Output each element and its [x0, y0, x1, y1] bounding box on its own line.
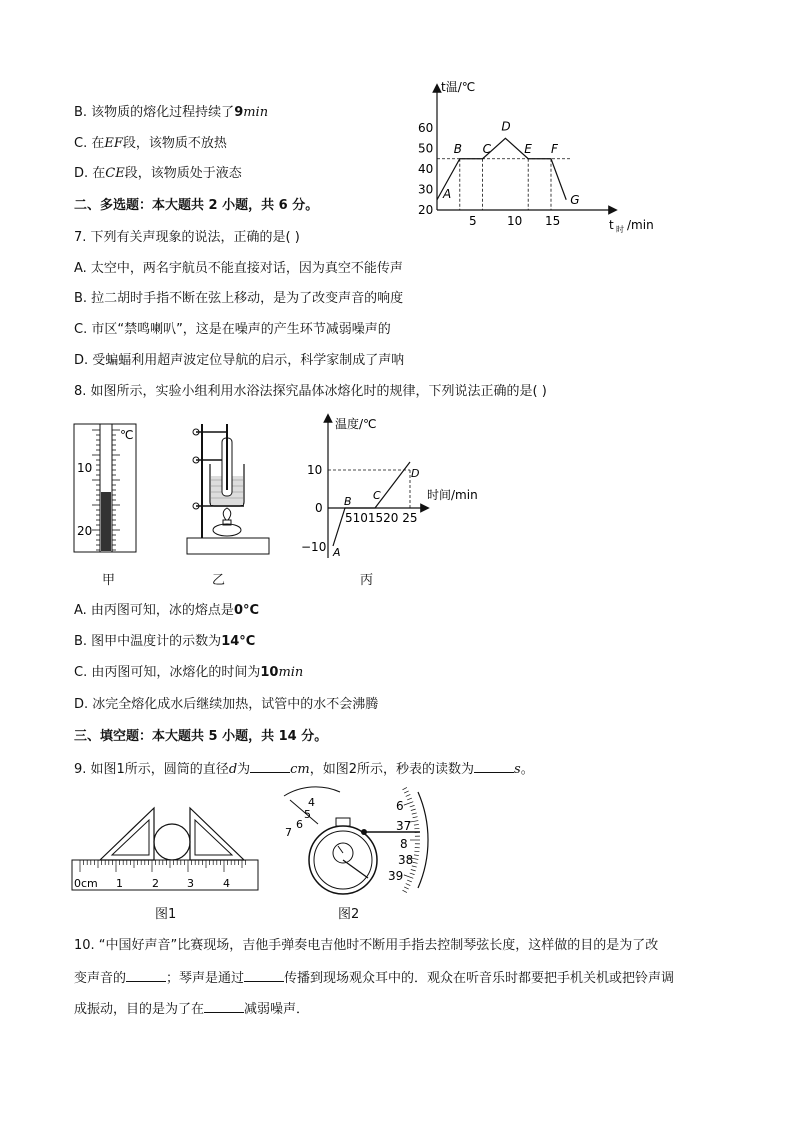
bing-point-d: D: [411, 467, 420, 480]
ice-melting-graph: [295, 410, 495, 570]
big-dial-tick: [406, 884, 411, 886]
thermometer-tick-10: 10: [77, 461, 93, 475]
ruler-label-3: 3: [187, 877, 194, 890]
y-tick-60: 60: [418, 121, 434, 135]
q7-option-a: A. 太空中，两名宇航员不能直接对话，因为真空不能传声: [74, 261, 403, 276]
ruler-label-2: 2: [152, 877, 159, 890]
big-dial-tick: [413, 817, 418, 818]
point-label-a: A: [443, 186, 452, 201]
water-bath-apparatus: [182, 420, 272, 560]
ruler-label-1: 1: [116, 877, 123, 890]
stopwatch-figure: [278, 788, 448, 908]
melting-graph: [415, 80, 655, 240]
q10-line-2: 变声音的 ；琴声是通过 传播到现场观众耳中的．观众在听音乐时都要把手机关机或把铃声调: [74, 968, 674, 988]
big-dial-tick: [410, 805, 415, 807]
ruler-label-4: 4: [223, 877, 230, 890]
bing-ytick-10: 10: [307, 463, 323, 477]
q8-stem: 8. 如图所示，实验小组利用水浴法探究晶体冰熔化时的规律，下列说法正确的是( ): [74, 384, 547, 399]
point-label-e: E: [524, 141, 532, 156]
y-tick-20: 20: [418, 203, 434, 217]
big-dial-tick: [404, 887, 408, 889]
big-dial-tick: [414, 851, 419, 852]
q7-option-c: C. 市区“禁鸣喇叭”，这是在噪声的产生环节减弱噪声的: [74, 322, 391, 337]
thermometer-unit: ℃: [120, 428, 134, 442]
small-dial-4: 4: [308, 796, 315, 809]
q8-option-d: D. 冰完全熔化成水后继续加热，试管中的水不会沸腾: [74, 697, 379, 712]
y-axis-label: t温/℃: [441, 80, 476, 94]
x-axis-label-t: t: [609, 218, 614, 232]
q8-option-a: A. 由丙图可知，冰的熔点是0°C: [74, 603, 260, 618]
q8-option-c: C. 由丙图可知，冰熔化的时间为10min: [74, 665, 304, 680]
q6-option-c: C. 在EF段，该物质不放热: [74, 136, 227, 151]
thermometer-liquid: [101, 492, 111, 551]
thermometer-tick-20: 20: [77, 524, 93, 538]
big-dial-tick: [414, 824, 419, 825]
big-dial-tick: [414, 855, 419, 856]
q7-option-b: B. 拉二胡时手指不断在弦上移动，是为了改变声音的响度: [74, 291, 404, 306]
subdial-hand: [338, 846, 343, 853]
caption-jia: 甲: [102, 573, 116, 588]
big-dial-38: 38: [398, 853, 414, 867]
big-dial-39: 39: [388, 869, 404, 883]
big-dial-tick: [404, 791, 408, 793]
pointer-pivot: [361, 829, 367, 835]
bing-point-a: A: [333, 546, 341, 559]
triangle-right-inner: [195, 820, 232, 855]
small-dial-5: 5: [304, 808, 311, 821]
cylinder: [154, 824, 190, 860]
section-3-heading: 三、填空题：本大题共 5 小题，共 14 分。: [74, 729, 328, 744]
big-dial-tick: [407, 880, 412, 882]
big-dial-tick: [412, 813, 417, 814]
ruler-label-0: 0cm: [74, 877, 98, 890]
section-2-heading: 二、多选题：本大题共 2 小题，共 6 分。: [74, 198, 319, 213]
point-label-f: F: [551, 141, 558, 156]
big-dial-37: 37: [396, 819, 412, 833]
caption-fig2: 图2: [338, 907, 360, 922]
x-axis-label-unit: /min: [627, 218, 654, 232]
point-label-d: D: [501, 119, 511, 134]
stopwatch-hand: [343, 860, 368, 878]
small-dial-7: 7: [285, 826, 292, 839]
bing-xticks: 5101520 25: [345, 511, 418, 525]
stand-base: [187, 538, 269, 554]
small-dial-arc: [284, 787, 340, 796]
big-dial-tick: [404, 875, 413, 878]
q7-option-d: D. 受蝙蝠利用超声波定位导航的启示，科学家制成了声呐: [74, 353, 405, 368]
y-tick-40: 40: [418, 162, 434, 176]
bing-ytick-neg10: −10: [301, 540, 327, 554]
big-dial-tick: [407, 798, 412, 800]
triangle-left: [100, 808, 154, 860]
big-dial-tick: [402, 787, 406, 789]
small-dial-6: 6: [296, 818, 303, 831]
q10-line-1: 10. “中国好声音”比赛现场，吉他手弹奏电吉他时不断用手指去控制琴弦长度，这样做的目的是为了改: [74, 938, 659, 953]
q9-blank-1[interactable]: [250, 759, 290, 773]
q8-option-b: B. 图甲中温度计的示数为14°C: [74, 634, 256, 649]
flame: [223, 508, 231, 520]
point-label-c: C: [482, 141, 491, 156]
big-dial-tick: [413, 862, 418, 863]
thermometer-figure: [70, 422, 140, 552]
q10-blank-1[interactable]: [126, 968, 166, 982]
q10-blank-3[interactable]: [204, 999, 244, 1013]
triangle-left-inner: [112, 820, 149, 855]
q7-stem: 7. 下列有关声现象的说法，正确的是( ): [74, 230, 300, 245]
big-dial-tick: [402, 890, 406, 892]
bing-x-label: 时间/min: [427, 488, 478, 502]
q10-blank-2[interactable]: [244, 968, 284, 982]
y-tick-50: 50: [418, 141, 434, 156]
caption-bing: 丙: [360, 573, 374, 588]
q10-line-3: 成振动，目的是为了在 减弱噪声．: [74, 999, 309, 1019]
point-label-b: B: [453, 141, 463, 156]
bing-y-label: 温度/℃: [335, 417, 377, 431]
stopwatch-crown: [336, 818, 350, 826]
ruler-figure: [72, 800, 262, 900]
q6-option-d: D. 在CE段，该物质处于液态: [74, 166, 242, 181]
big-dial-tick: [411, 869, 416, 870]
q6-option-b: B. 该物质的熔化过程持续了9min: [74, 105, 269, 120]
big-dial-6: 6: [396, 799, 404, 813]
big-dial-tick: [411, 809, 416, 810]
big-dial-tick: [404, 802, 413, 805]
big-dial-8: 8: [400, 837, 408, 851]
caption-fig1: 图1: [155, 907, 177, 922]
x-tick-5: 5: [469, 214, 477, 228]
bing-point-c: C: [373, 489, 381, 502]
x-axis-label-sub: 时: [616, 225, 624, 234]
q9-stem: 9. 如图1所示，圆筒的直径d为 cm，如图2所示，秒表的读数为 s。: [74, 759, 534, 779]
big-dial-tick: [410, 873, 415, 875]
caption-yi: 乙: [212, 573, 226, 588]
big-dial-tick: [414, 828, 419, 829]
triangle-right: [190, 808, 244, 860]
alcohol-lamp: [213, 524, 241, 536]
bing-point-b: B: [344, 495, 352, 508]
bing-ytick-0: 0: [315, 501, 323, 515]
ruler-body: [72, 860, 258, 890]
x-tick-10: 10: [507, 214, 523, 228]
point-label-g: G: [570, 192, 580, 207]
big-dial-tick: [406, 794, 411, 796]
q9-blank-2[interactable]: [474, 759, 514, 773]
y-tick-30: 30: [418, 182, 434, 197]
x-tick-15: 15: [545, 214, 561, 228]
